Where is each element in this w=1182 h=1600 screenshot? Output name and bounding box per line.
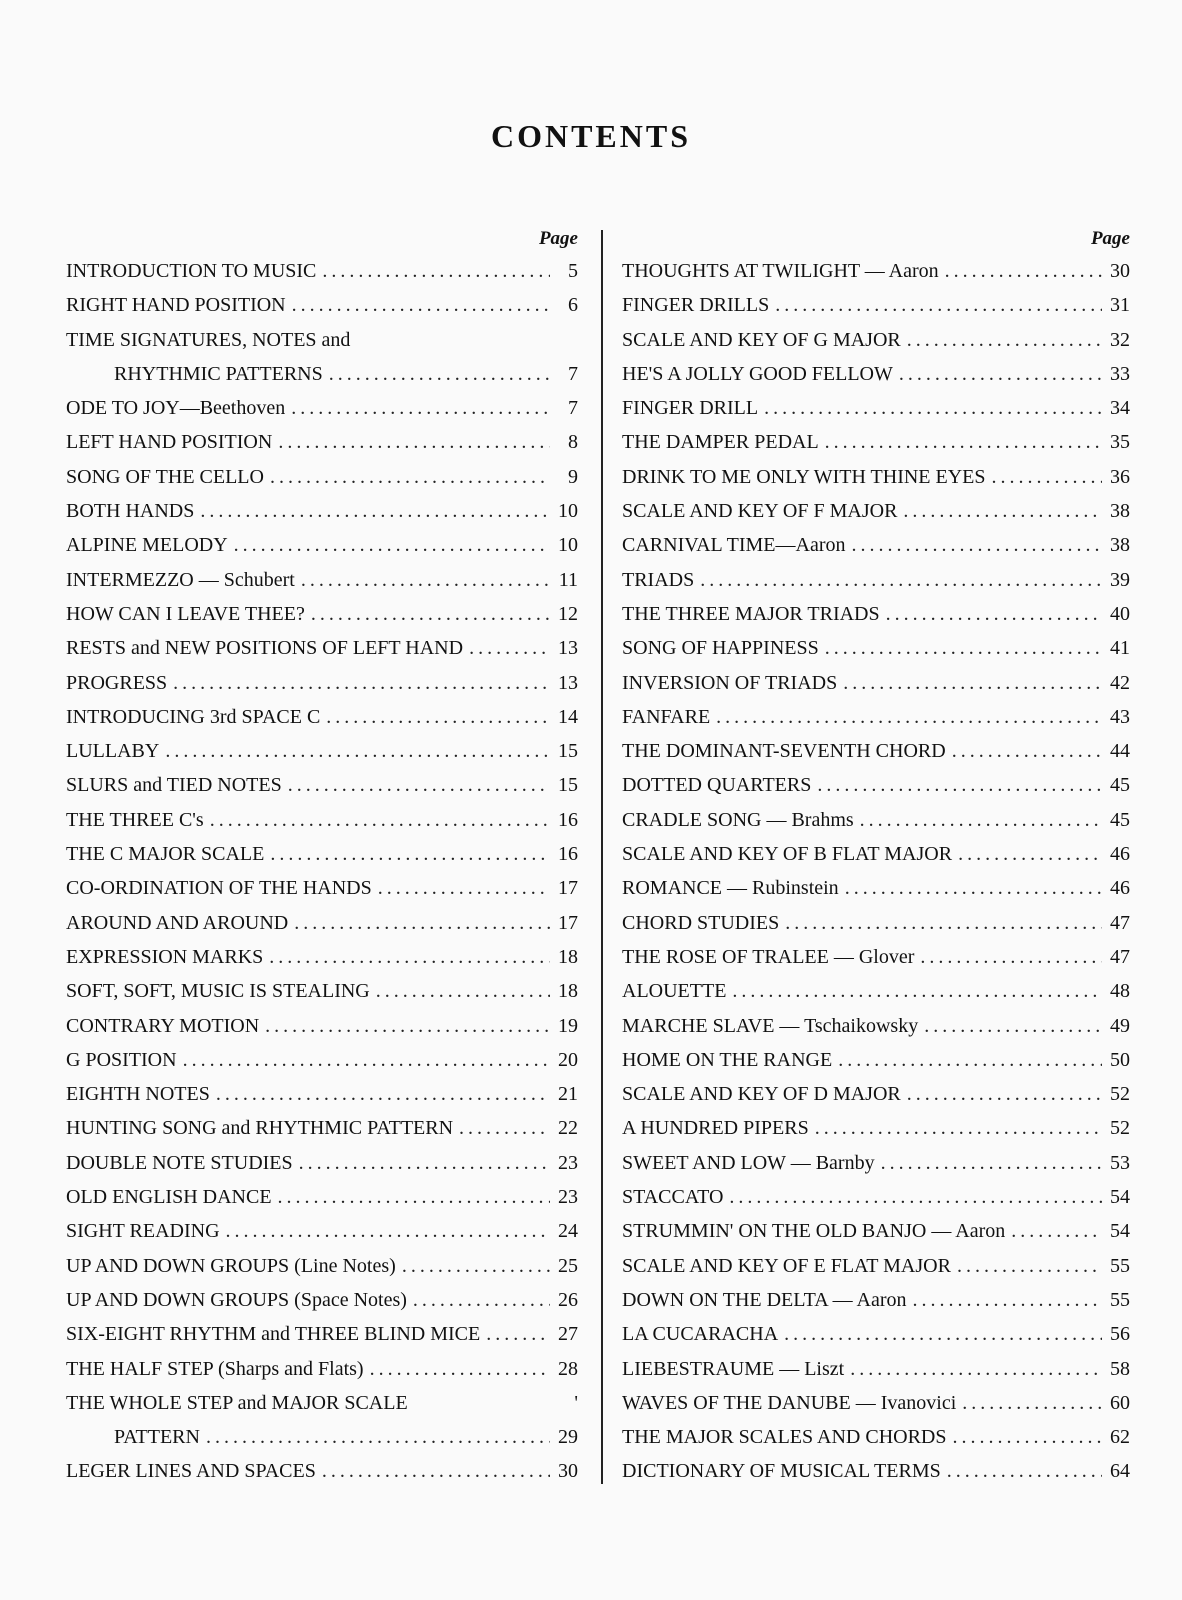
toc-entry-page: 27 xyxy=(558,1323,578,1346)
dot-leader xyxy=(775,288,1102,322)
toc-entry-title: DICTIONARY OF MUSICAL TERMS xyxy=(622,1460,941,1483)
toc-entry xyxy=(66,357,578,391)
toc-entry-title: HUNTING SONG and RHYTHMIC PATTERN xyxy=(66,1117,454,1140)
toc-entry-page: 32 xyxy=(1110,328,1130,351)
toc-entry-title: MARCHE SLAVE — Tschaikowsky xyxy=(622,1014,919,1037)
toc-entry-title: CRADLE SONG — Brahms xyxy=(622,808,854,831)
toc-entry-page: 45 xyxy=(1110,808,1130,831)
dot-leader xyxy=(764,391,1102,425)
toc-entry-title: ALPINE MELODY xyxy=(66,534,228,557)
toc-entry xyxy=(622,1111,1130,1145)
toc-entry-title: EXPRESSION MARKS xyxy=(66,945,264,968)
toc-entry xyxy=(622,1009,1130,1043)
toc-entry-page: 38 xyxy=(1110,534,1130,557)
toc-entry xyxy=(622,563,1130,597)
toc-entry-page: 30 xyxy=(1110,260,1130,282)
dot-leader xyxy=(1011,1214,1102,1248)
toc-entry xyxy=(622,528,1130,562)
toc-entry-page: 5 xyxy=(568,260,578,282)
toc-entry-page: 42 xyxy=(1110,671,1130,694)
dot-leader xyxy=(370,1352,550,1386)
contents-column-left xyxy=(66,224,578,1489)
toc-entry-page: 23 xyxy=(558,1151,578,1174)
toc-entry-page: 13 xyxy=(558,637,578,660)
dot-leader xyxy=(886,597,1102,631)
page-column-heading: Page xyxy=(1090,228,1130,249)
toc-entry-page: 9 xyxy=(568,465,578,488)
toc-entry xyxy=(622,1180,1130,1214)
toc-entry-page: 54 xyxy=(1110,1220,1130,1243)
toc-entry-title: ALOUETTE xyxy=(622,980,727,1003)
dot-leader xyxy=(838,1043,1102,1077)
dot-leader xyxy=(322,254,550,288)
dot-leader xyxy=(288,768,550,802)
dot-leader xyxy=(270,460,550,494)
dot-leader xyxy=(269,940,550,974)
toc-entry-page: 46 xyxy=(1110,843,1130,866)
toc-entry-page: 18 xyxy=(558,945,578,968)
toc-entry xyxy=(622,734,1130,768)
toc-entry-title: CHORD STUDIES xyxy=(622,911,780,934)
toc-entry xyxy=(66,1386,578,1420)
toc-entry-page: 22 xyxy=(558,1117,578,1140)
toc-entry xyxy=(622,494,1130,528)
toc-entry xyxy=(622,1043,1130,1077)
toc-entry-title: THOUGHTS AT TWILIGHT — Aaron xyxy=(622,260,939,282)
toc-entry xyxy=(622,460,1130,494)
dot-leader xyxy=(815,1111,1102,1145)
toc-entry-page: 54 xyxy=(1110,1186,1130,1209)
entry-list-left xyxy=(66,254,578,1489)
toc-entry xyxy=(66,323,578,357)
dot-leader xyxy=(860,803,1102,837)
toc-entry-title: LEFT HAND POSITION xyxy=(66,431,273,454)
contents-column-right xyxy=(622,224,1130,1489)
toc-entry-title: FINGER DRILLS xyxy=(622,294,770,317)
toc-entry-title: RESTS and NEW POSITIONS OF LEFT HAND xyxy=(66,637,464,660)
toc-entry-title: SONG OF HAPPINESS xyxy=(622,637,819,660)
dot-leader xyxy=(210,803,550,837)
dot-leader xyxy=(825,425,1102,459)
toc-entry-title: ROMANCE — Rubinstein xyxy=(622,877,839,900)
toc-entry-page: 47 xyxy=(1110,911,1130,934)
toc-entry xyxy=(622,974,1130,1008)
toc-entry xyxy=(622,666,1130,700)
toc-entry-page: 26 xyxy=(558,1288,578,1311)
toc-entry-page: 46 xyxy=(1110,877,1130,900)
toc-entry-page: 24 xyxy=(558,1220,578,1243)
toc-entry-title: UP AND DOWN GROUPS (Space Notes) xyxy=(66,1288,407,1311)
toc-entry xyxy=(66,631,578,665)
toc-entry-page: 34 xyxy=(1110,397,1130,420)
toc-entry-page: 8 xyxy=(568,431,578,454)
toc-entry xyxy=(66,1077,578,1111)
toc-entry xyxy=(66,1111,578,1145)
dot-leader xyxy=(165,734,550,768)
dot-leader xyxy=(700,563,1102,597)
toc-entry-title: STRUMMIN' ON THE OLD BANJO — Aaron xyxy=(622,1220,1006,1243)
toc-entry-title: A HUNDRED PIPERS xyxy=(622,1117,809,1140)
toc-entry-title: DOTTED QUARTERS xyxy=(622,774,812,797)
toc-entry-title: EIGHTH NOTES xyxy=(66,1083,210,1106)
dot-leader xyxy=(957,1249,1102,1283)
toc-entry-page: 50 xyxy=(1110,1048,1130,1071)
dot-leader xyxy=(183,1043,550,1077)
toc-entry-title: STACCATO xyxy=(622,1186,724,1209)
toc-entry-page: 58 xyxy=(1110,1357,1130,1380)
toc-entry-page: 7 xyxy=(568,362,578,385)
toc-entry-title: BOTH HANDS xyxy=(66,500,195,523)
toc-entry-page: 12 xyxy=(558,602,578,625)
dot-leader xyxy=(459,1111,550,1145)
dot-leader xyxy=(881,1146,1102,1180)
toc-entry xyxy=(622,1454,1130,1488)
toc-entry-title: SOFT, SOFT, MUSIC IS STEALING xyxy=(66,980,370,1003)
dot-leader xyxy=(732,974,1102,1008)
toc-entry-page: 38 xyxy=(1110,500,1130,523)
dot-leader xyxy=(920,940,1102,974)
toc-entry xyxy=(66,460,578,494)
toc-entry-title: THE MAJOR SCALES AND CHORDS xyxy=(622,1426,947,1449)
toc-entry-page: 39 xyxy=(1110,568,1130,591)
toc-entry-page: 15 xyxy=(558,774,578,797)
toc-entry-page: 28 xyxy=(558,1357,578,1380)
toc-entry-page: 18 xyxy=(558,980,578,1003)
toc-entry xyxy=(66,1420,578,1454)
dot-leader xyxy=(486,1317,550,1351)
toc-entry xyxy=(66,1009,578,1043)
toc-entry xyxy=(66,1283,578,1317)
toc-entry xyxy=(66,906,578,940)
toc-entry-page: 16 xyxy=(558,808,578,831)
toc-entry-title: THE C MAJOR SCALE xyxy=(66,843,265,866)
toc-entry-page: 23 xyxy=(558,1186,578,1209)
dot-leader xyxy=(301,563,550,597)
toc-entry-title: SCALE AND KEY OF D MAJOR xyxy=(622,1083,901,1106)
toc-entry xyxy=(66,1249,578,1283)
toc-entry xyxy=(66,425,578,459)
toc-entry-title: CONTRARY MOTION xyxy=(66,1014,260,1037)
toc-entry-title: SIX-EIGHT RHYTHM and THREE BLIND MICE xyxy=(66,1323,481,1346)
toc-entry xyxy=(622,1386,1130,1420)
dot-leader xyxy=(785,906,1102,940)
toc-entry xyxy=(622,837,1130,871)
dot-leader xyxy=(322,1454,550,1488)
toc-entry-page: 10 xyxy=(558,500,578,523)
toc-entry xyxy=(66,563,578,597)
dot-leader xyxy=(716,700,1102,734)
toc-entry-page: 6 xyxy=(568,294,578,317)
toc-entry xyxy=(66,494,578,528)
toc-entry xyxy=(622,1077,1130,1111)
toc-entry xyxy=(622,323,1130,357)
toc-entry xyxy=(66,974,578,1008)
toc-entry-title: THE ROSE OF TRALEE — Glover xyxy=(622,945,915,968)
toc-entry-title: SONG OF THE CELLO xyxy=(66,465,264,488)
column-divider xyxy=(601,230,603,1484)
toc-entry xyxy=(66,1454,578,1488)
toc-entry-title: LIEBESTRAUME — Liszt xyxy=(622,1357,845,1380)
toc-entry-page: 35 xyxy=(1110,431,1130,454)
dot-leader xyxy=(784,1317,1102,1351)
toc-entry-page: 55 xyxy=(1110,1254,1130,1277)
toc-entry-title: DOUBLE NOTE STUDIES xyxy=(66,1151,293,1174)
toc-entry-title: G POSITION xyxy=(66,1048,177,1071)
toc-entry-page: 13 xyxy=(558,671,578,694)
toc-entry-title: OLD ENGLISH DANCE xyxy=(66,1186,272,1209)
toc-entry-title: SCALE AND KEY OF B FLAT MAJOR xyxy=(622,843,953,866)
toc-entry xyxy=(622,803,1130,837)
toc-entry xyxy=(66,1352,578,1386)
dot-leader xyxy=(850,1352,1102,1386)
page-column-heading: Page xyxy=(538,228,578,249)
dot-leader xyxy=(294,906,550,940)
toc-entry xyxy=(66,597,578,631)
dot-leader xyxy=(729,1180,1102,1214)
toc-entry-page: 20 xyxy=(558,1048,578,1071)
dot-leader xyxy=(402,1249,550,1283)
toc-entry-title: PROGRESS xyxy=(66,671,168,694)
toc-entry-page: 62 xyxy=(1110,1426,1130,1449)
dot-leader xyxy=(378,871,550,905)
toc-entry xyxy=(622,425,1130,459)
toc-entry xyxy=(66,528,578,562)
toc-entry xyxy=(622,631,1130,665)
dot-leader xyxy=(825,631,1102,665)
toc-entry-title: TRIADS xyxy=(622,568,695,591)
toc-entry xyxy=(622,768,1130,802)
toc-entry-page: 19 xyxy=(558,1014,578,1037)
dot-leader xyxy=(265,1009,550,1043)
dot-leader xyxy=(270,837,550,871)
toc-entry-page: 30 xyxy=(558,1460,578,1483)
toc-entry-title: THE THREE C's xyxy=(66,808,204,831)
toc-entry xyxy=(66,391,578,425)
dot-leader xyxy=(953,1420,1103,1454)
toc-entry-title: SCALE AND KEY OF F MAJOR xyxy=(622,500,898,523)
toc-entry xyxy=(622,940,1130,974)
toc-entry-title: HE'S A JOLLY GOOD FELLOW xyxy=(622,362,893,385)
toc-entry xyxy=(622,1146,1130,1180)
dot-leader xyxy=(907,323,1102,357)
toc-entry-title: LULLABY xyxy=(66,740,160,763)
toc-entry-page: 64 xyxy=(1110,1460,1130,1483)
dot-leader xyxy=(291,391,550,425)
toc-entry xyxy=(622,1214,1130,1248)
toc-entry-title: THE HALF STEP (Sharps and Flats) xyxy=(66,1357,364,1380)
toc-entry-page: 44 xyxy=(1110,740,1130,763)
toc-entry-title: RIGHT HAND POSITION xyxy=(66,294,286,317)
toc-entry xyxy=(622,1249,1130,1283)
toc-entry-title: THE DAMPER PEDAL xyxy=(622,431,819,454)
toc-entry xyxy=(66,940,578,974)
toc-entry-page: 47 xyxy=(1110,945,1130,968)
dot-leader xyxy=(924,1009,1102,1043)
toc-entry-title: UP AND DOWN GROUPS (Line Notes) xyxy=(66,1254,396,1277)
toc-entry-title: THE WHOLE STEP and MAJOR SCALE xyxy=(66,1391,408,1414)
toc-entry-title: INTRODUCTION TO MUSIC xyxy=(66,260,317,282)
toc-entry xyxy=(66,803,578,837)
toc-entry-page: 15 xyxy=(558,740,578,763)
dot-leader xyxy=(234,528,550,562)
toc-entry-page: 17 xyxy=(558,911,578,934)
page-title: CONTENTS xyxy=(490,118,692,154)
dot-leader xyxy=(945,254,1102,288)
toc-entry xyxy=(622,906,1130,940)
dot-leader xyxy=(852,528,1102,562)
dot-leader xyxy=(278,1180,550,1214)
dot-leader xyxy=(226,1214,550,1248)
toc-entry xyxy=(622,254,1130,288)
toc-entry-title: PATTERN xyxy=(114,1426,200,1449)
toc-entry-page: 40 xyxy=(1110,602,1130,625)
toc-entry-page: 56 xyxy=(1110,1323,1130,1346)
dot-leader xyxy=(903,494,1102,528)
dot-leader xyxy=(200,494,550,528)
dot-leader xyxy=(413,1283,550,1317)
toc-entry-title: INTRODUCING 3rd SPACE C xyxy=(66,705,321,728)
toc-entry-title: SIGHT READING xyxy=(66,1220,220,1243)
toc-entry-page: 17 xyxy=(558,877,578,900)
dot-leader xyxy=(843,666,1102,700)
toc-entry xyxy=(66,734,578,768)
dot-leader xyxy=(958,837,1102,871)
toc-entry xyxy=(66,768,578,802)
dot-leader xyxy=(952,734,1102,768)
toc-entry-page: 36 xyxy=(1110,465,1130,488)
toc-entry xyxy=(622,1317,1130,1351)
dot-leader xyxy=(912,1283,1102,1317)
toc-entry-title: AROUND AND AROUND xyxy=(66,911,289,934)
toc-entry-page: 43 xyxy=(1110,705,1130,728)
dot-leader xyxy=(962,1386,1102,1420)
toc-entry-page: 33 xyxy=(1110,362,1130,385)
dot-leader xyxy=(216,1077,550,1111)
toc-entry-title: CARNIVAL TIME—Aaron xyxy=(622,534,846,557)
toc-entry-title: WAVES OF THE DANUBE — Ivanovici xyxy=(622,1391,957,1414)
toc-entry-page: 52 xyxy=(1110,1117,1130,1140)
toc-entry-title: LA CUCARACHA xyxy=(622,1323,779,1346)
toc-entry-title: TIME SIGNATURES, NOTES and xyxy=(66,328,351,351)
toc-entry-page: 25 xyxy=(558,1254,578,1277)
toc-entry-title: SWEET AND LOW — Barnby xyxy=(622,1151,875,1174)
toc-entry-title: HOME ON THE RANGE xyxy=(622,1048,833,1071)
dot-leader xyxy=(469,631,550,665)
toc-entry xyxy=(66,288,578,322)
toc-entry xyxy=(622,357,1130,391)
toc-entry-page: 31 xyxy=(1110,294,1130,317)
toc-entry-page: 48 xyxy=(1110,980,1130,1003)
toc-entry xyxy=(66,1180,578,1214)
toc-entry xyxy=(622,871,1130,905)
toc-entry-title: DOWN ON THE DELTA — Aaron xyxy=(622,1288,907,1311)
dot-leader xyxy=(817,768,1102,802)
toc-entry-title: RHYTHMIC PATTERNS xyxy=(114,362,323,385)
toc-entry xyxy=(622,700,1130,734)
toc-entry xyxy=(622,597,1130,631)
toc-entry-title: SLURS and TIED NOTES xyxy=(66,774,282,797)
toc-entry-title: THE DOMINANT-SEVENTH CHORD xyxy=(622,740,946,763)
toc-entry-page: 41 xyxy=(1110,637,1130,660)
toc-entry xyxy=(66,254,578,288)
toc-entry-title: HOW CAN I LEAVE THEE? xyxy=(66,602,305,625)
dot-leader xyxy=(299,1146,550,1180)
dot-leader xyxy=(947,1454,1102,1488)
toc-entry-title: LEGER LINES AND SPACES xyxy=(66,1460,316,1483)
toc-entry-title: CO-ORDINATION OF THE HANDS xyxy=(66,877,372,900)
toc-entry-title: FINGER DRILL xyxy=(622,397,759,420)
toc-entry-title: SCALE AND KEY OF G MAJOR xyxy=(622,328,901,351)
toc-entry xyxy=(66,1214,578,1248)
toc-entry-title: ODE TO JOY—Beethoven xyxy=(66,397,286,420)
toc-entry xyxy=(622,1352,1130,1386)
dot-leader xyxy=(845,871,1102,905)
dot-leader xyxy=(329,357,550,391)
toc-entry xyxy=(66,700,578,734)
toc-entry xyxy=(622,1283,1130,1317)
toc-entry-page: 29 xyxy=(558,1426,578,1449)
dot-leader xyxy=(292,288,550,322)
toc-entry xyxy=(66,1317,578,1351)
dot-leader xyxy=(992,460,1102,494)
toc-entry-page: 10 xyxy=(558,534,578,557)
dot-leader xyxy=(907,1077,1102,1111)
entry-list-right xyxy=(622,254,1130,1489)
toc-entry-page: 53 xyxy=(1110,1151,1130,1174)
toc-entry-page: 52 xyxy=(1110,1083,1130,1106)
toc-entry xyxy=(66,666,578,700)
toc-entry-page: 55 xyxy=(1110,1288,1130,1311)
toc-entry-page: ' xyxy=(574,1391,578,1414)
toc-entry xyxy=(622,1420,1130,1454)
toc-entry xyxy=(622,288,1130,322)
toc-entry xyxy=(66,1146,578,1180)
dot-leader xyxy=(311,597,550,631)
toc-entry-page: 21 xyxy=(558,1083,578,1106)
toc-entry-page: 16 xyxy=(558,843,578,866)
toc-entry xyxy=(66,871,578,905)
dot-leader xyxy=(173,666,550,700)
toc-entry-title: FANFARE xyxy=(622,705,711,728)
dot-leader xyxy=(326,700,550,734)
toc-entry-page: 60 xyxy=(1110,1391,1130,1414)
toc-entry-page: 7 xyxy=(568,397,578,420)
toc-entry-title: INTERMEZZO — Schubert xyxy=(66,568,295,591)
toc-entry-title: INVERSION OF TRIADS xyxy=(622,671,838,694)
toc-entry-page: 14 xyxy=(558,705,578,728)
toc-entry-page: 45 xyxy=(1110,774,1130,797)
toc-entry xyxy=(66,1043,578,1077)
toc-entry-page: 49 xyxy=(1110,1014,1130,1037)
toc-entry-title: THE THREE MAJOR TRIADS xyxy=(622,602,880,625)
toc-entry-page: 11 xyxy=(558,568,578,591)
toc-entry-title: SCALE AND KEY OF E FLAT MAJOR xyxy=(622,1254,951,1277)
dot-leader xyxy=(376,974,550,1008)
toc-entry xyxy=(622,391,1130,425)
toc-entry-title: DRINK TO ME ONLY WITH THINE EYES xyxy=(622,465,986,488)
dot-leader xyxy=(206,1420,550,1454)
toc-entry xyxy=(66,837,578,871)
dot-leader xyxy=(278,425,550,459)
dot-leader xyxy=(899,357,1102,391)
